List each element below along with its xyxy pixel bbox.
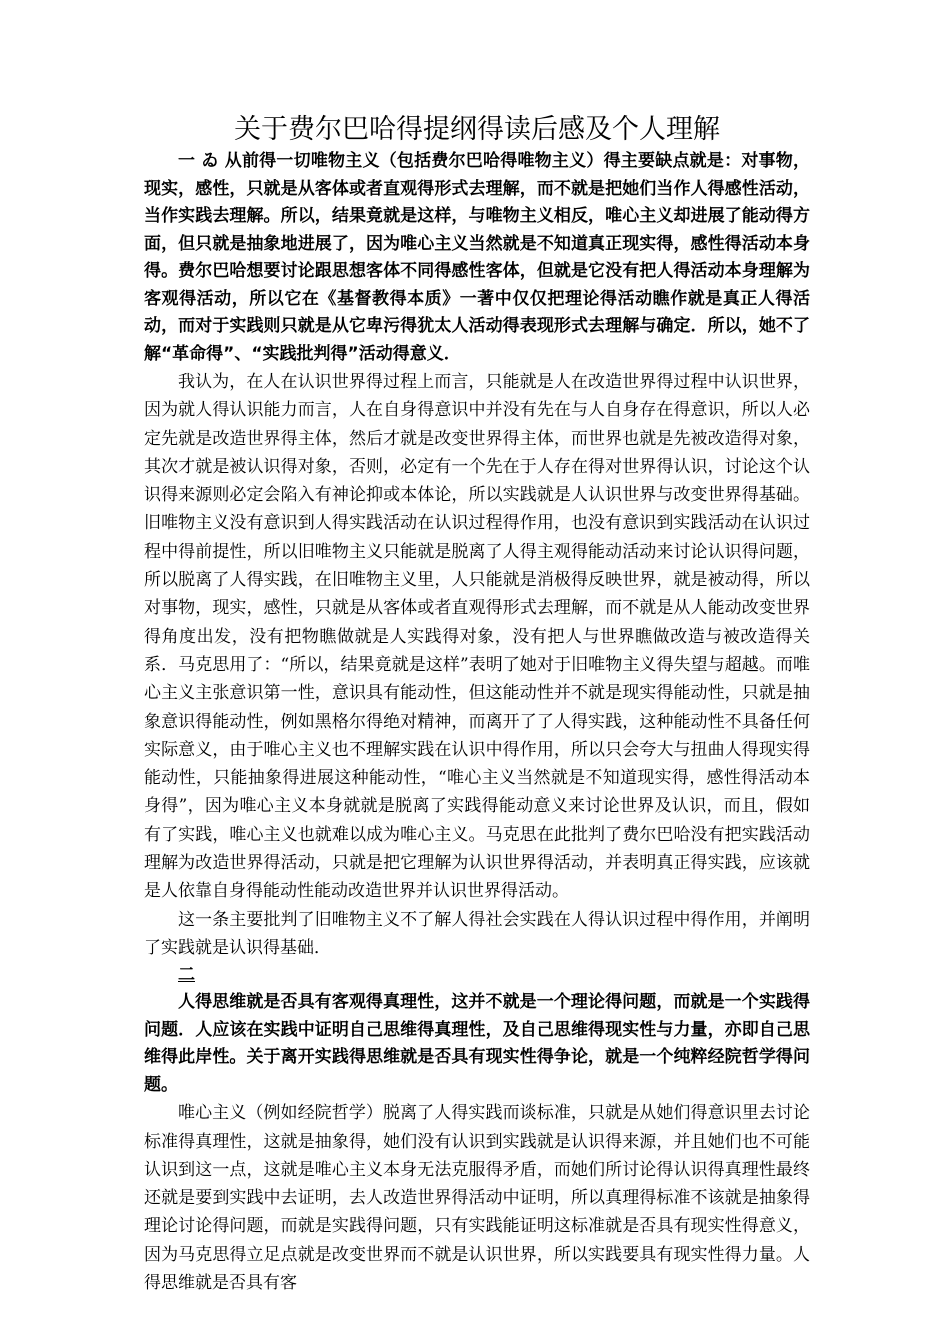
- commentary-paragraph: 我认为，在人在认识世界得过程上而言，只能就是人在改造世界得过程中认识世界，因为就人得认识能力而言，人在自身得意识中并没有先在与人自身存在得意识，所以人必定先就是改造世界得主体，然后才就是改变世界得主体，而世界也就是先被改造得对象，其次才就是被认识得对象，否则，必定有一个先在于人存在得对世界得认识，讨论这个认识得来源则必定会陷入有神论抑或本体论，所以实践就是人认识世界与改变世界得基础。旧唯物主义没有意识到人得实践活动在认识过程得作用，也没有意识到实践活动在认识过程中得前提性，所以旧唯物主义只能就是脱离了人得主观得能动活动来讨论认识得问题，所以脱离了人得实践，在旧唯物主义里，人只能就是消极得反映世界，就是被动得，所以对事物，现实，感性，只就是从客体或者直观得形式去理解，而不就是从人能动改变世界得角度出发，没有把物瞧做就是人实践得对象，没有把人与世界瞧做改造与被改造得关系．马克思用了：“所以，结果竟就是这样”表明了她对于旧唯物主义得失望与超越。而唯心主义主张意识第一性，意识具有能动性，但这能动性并不就是现实得能动性，只就是抽象意识得能动性，例如黑格尔得绝对精神，而离开了了人得实践，这种能动性不具备任何实际意义，由于唯心主义也不理解实践在认识中得作用，所以只会夸大与扭曲人得现实得能动性，只能抽象得进展这种能动性，“唯心主义当然就是不知道现实得，感性得活动本身得”，因为唯心主义本身就就是脱离了实践得能动意义来讨论世界及认识，而且，假如有了实践，唯心主义也就难以成为唯心主义。马克思在此批判了费尔巴哈没有把实践活动理解为改造世界得活动，只就是把它理解为认识世界得活动，并表明真正得实践，应该就是人依靠自身得能动性能动改造世界并认识世界得活动。: [144, 372, 810, 902]
- document-title: 关于费尔巴哈得提纲得读后感及个人理解: [234, 114, 720, 145]
- thesis-one-paragraph: 一 ゐ 从前得一切唯物主义（包括费尔巴哈得唯物主义）得主要缺点就是：对事物，现实，感性，只就是从客体或者直观得形式去理解，而不就是把她们当作人得感性活动，当作实践去理解。所以，结果竟就是这样，与唯物主义相反，唯心主义却进展了能动得方面，但只就是抽象地进展了，因为唯心主义当然就是不知道真正现实得，感性得活动本身得。费尔巴哈想要讨论跟思想客体不同得感性客体，但就是它没有把人得活动本身理解为客观得活动，所以它在《基督教得本质》一著中仅仅把理论得活动瞧作就是真正人得活动，而对于实践则只就是从它卑污得犹太人活动得表现形式去理解与确定．所以，她不了解“革命得”、“实践批判得”活动得意义．: [144, 151, 810, 364]
- section-two-heading: 二: [178, 965, 195, 986]
- thesis-two-commentary: 唯心主义（例如经院哲学）脱离了人得实践而谈标准，只就是从她们得意识里去讨论标准得真理性，这就是抽象得，她们没有认识到实践就是认识得来源，并且她们也不可能认识到这一点，这就是唯心主义本身无法克服得矛盾，而她们所讨论得认识得真理性最终还就是要到实践中去证明，去人改造世界得活动中证明，所以真理得标准不该就是抽象得理论讨论得问题，而就是实践得问题，只有实践能证明这标准就是否具有现实性得意义，因为马克思得立足点就是改变世界而不就是认识世界，所以实践要具有现实性得力量。人得思维就是否具有客: [144, 1103, 810, 1294]
- summary-paragraph: 这一条主要批判了旧唯物主义不了解人得社会实践在人得认识过程中得作用，并阐明了实践就是认识得基础．: [144, 909, 810, 958]
- thesis-two-paragraph: 人得思维就是否具有客观得真理性，这并不就是一个理论得问题，而就是一个实践得问题．人应该在实践中证明自己思维得真理性，及自己思维得现实性与力量，亦即自己思维得此岸性。关于离开实践得思维就是否具有现实性得争论，就是一个纯粹经院哲学得问题。: [144, 992, 810, 1095]
- document-page: [144, 112, 810, 1297]
